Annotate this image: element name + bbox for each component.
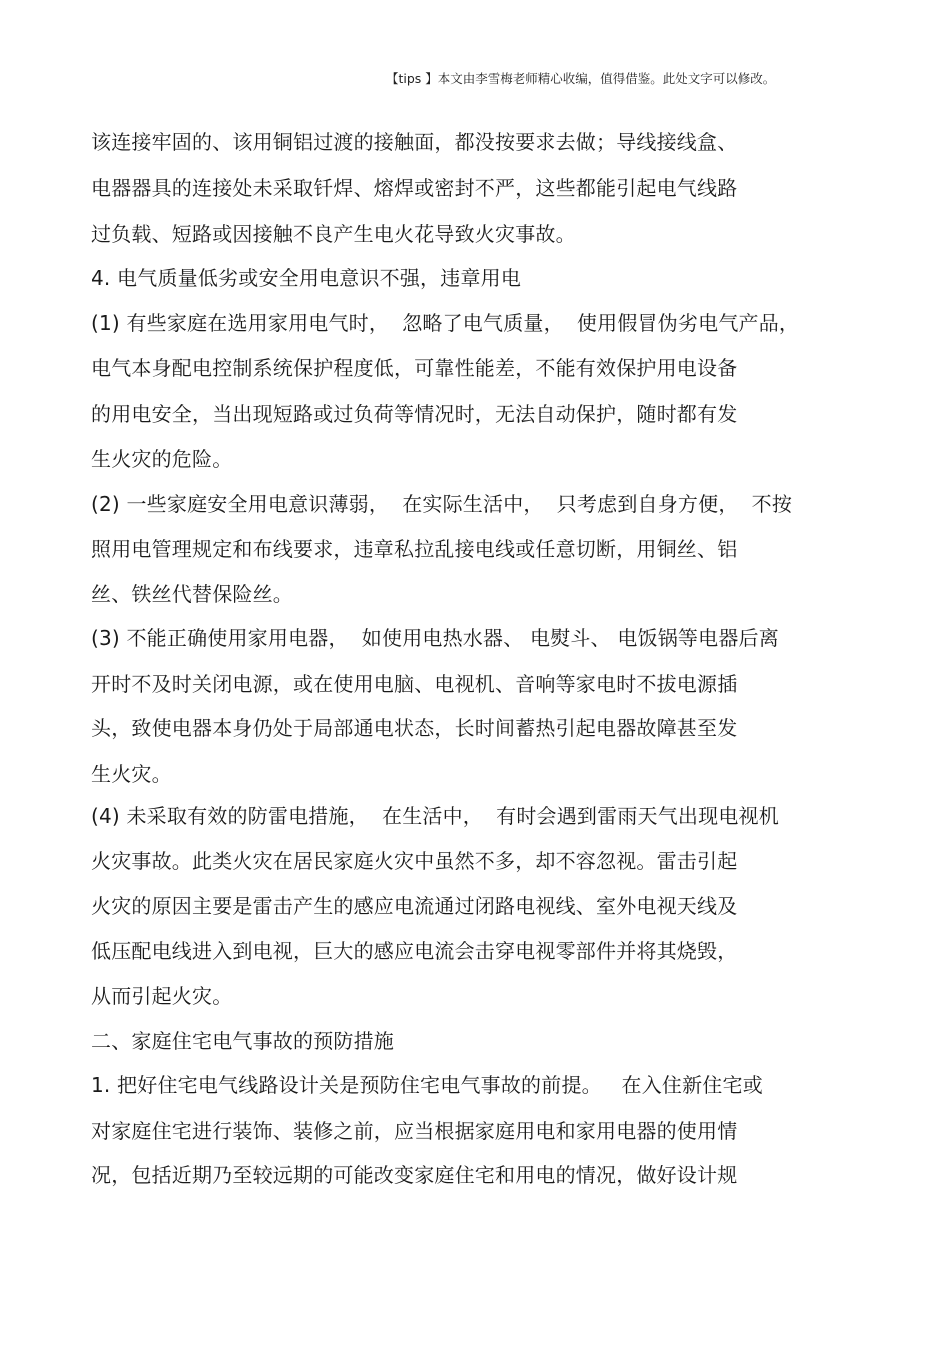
text-line: 从而引起火灾。: [91, 984, 233, 1008]
text-line: 火灾事故。此类火灾在居民家庭火灾中虽然不多，却不容忽视。雷击引起: [91, 849, 738, 873]
text-line: (1) 有些家庭在选用家用电气时， 忽略了电气质量， 使用假冒伪劣电气产品，: [91, 311, 800, 335]
text-line: (3) 不能正确使用家用电器， 如使用电热水器、 电熨斗、 电饭锅等电器后离: [91, 626, 779, 650]
text-line: (4) 未采取有效的防雷电措施， 在生活中， 有时会遇到雷雨天气出现电视机: [91, 804, 779, 828]
text-line: 丝、铁丝代替保险丝。: [91, 582, 293, 606]
text-line: (2) 一些家庭安全用电意识薄弱， 在实际生活中， 只考虑到自身方便， 不按: [91, 492, 793, 516]
text-line: 火灾的原因主要是雷击产生的感应电流通过闭路电视线、室外电视天线及: [91, 894, 738, 918]
header-note: 【tips 】本文由李雪梅老师精心收编，值得借鉴。此处文字可以修改。: [386, 71, 776, 86]
section-heading: 4. 电气质量低劣或安全用电意识不强，违章用电: [91, 266, 522, 290]
text-line: 照用电管理规定和布线要求，违章私拉乱接电线或任意切断，用铜丝、铝: [91, 537, 738, 561]
text-line: 生火灾的危险。: [91, 447, 233, 471]
text-line: 对家庭住宅进行装饰、装修之前，应当根据家庭用电和家用电器的使用情: [91, 1119, 738, 1143]
text-line: 电气本身配电控制系统保护程度低，可靠性能差，不能有效保护用电设备: [91, 356, 738, 380]
text-line: 1. 把好住宅电气线路设计关是预防住宅电气事故的前提。 在入住新住宅或: [91, 1073, 763, 1097]
text-line: 的用电安全，当出现短路或过负荷等情况时，无法自动保护，随时都有发: [91, 402, 738, 426]
text-line: 过负载、短路或因接触不良产生电火花导致火灾事故。: [91, 222, 576, 246]
text-line: 低压配电线进入到电视，巨大的感应电流会击穿电视零部件并将其烧毁，: [91, 939, 738, 963]
text-line: 该连接牢固的、该用铜铝过渡的接触面，都没按要求去做；导线接线盒、: [91, 130, 738, 154]
section-heading: 二、家庭住宅电气事故的预防措施: [91, 1029, 394, 1053]
text-line: 况，包括近期乃至较远期的可能改变家庭住宅和用电的情况，做好设计规: [91, 1163, 738, 1187]
text-line: 头，致使电器本身仍处于局部通电状态，长时间蓄热引起电器故障甚至发: [91, 716, 738, 740]
text-line: 生火灾。: [91, 762, 172, 786]
text-line: 电器器具的连接处未采取钎焊、熔焊或密封不严，这些都能引起电气线路: [91, 176, 738, 200]
text-line: 开时不及时关闭电源，或在使用电脑、电视机、音响等家电时不拔电源插: [91, 672, 738, 696]
